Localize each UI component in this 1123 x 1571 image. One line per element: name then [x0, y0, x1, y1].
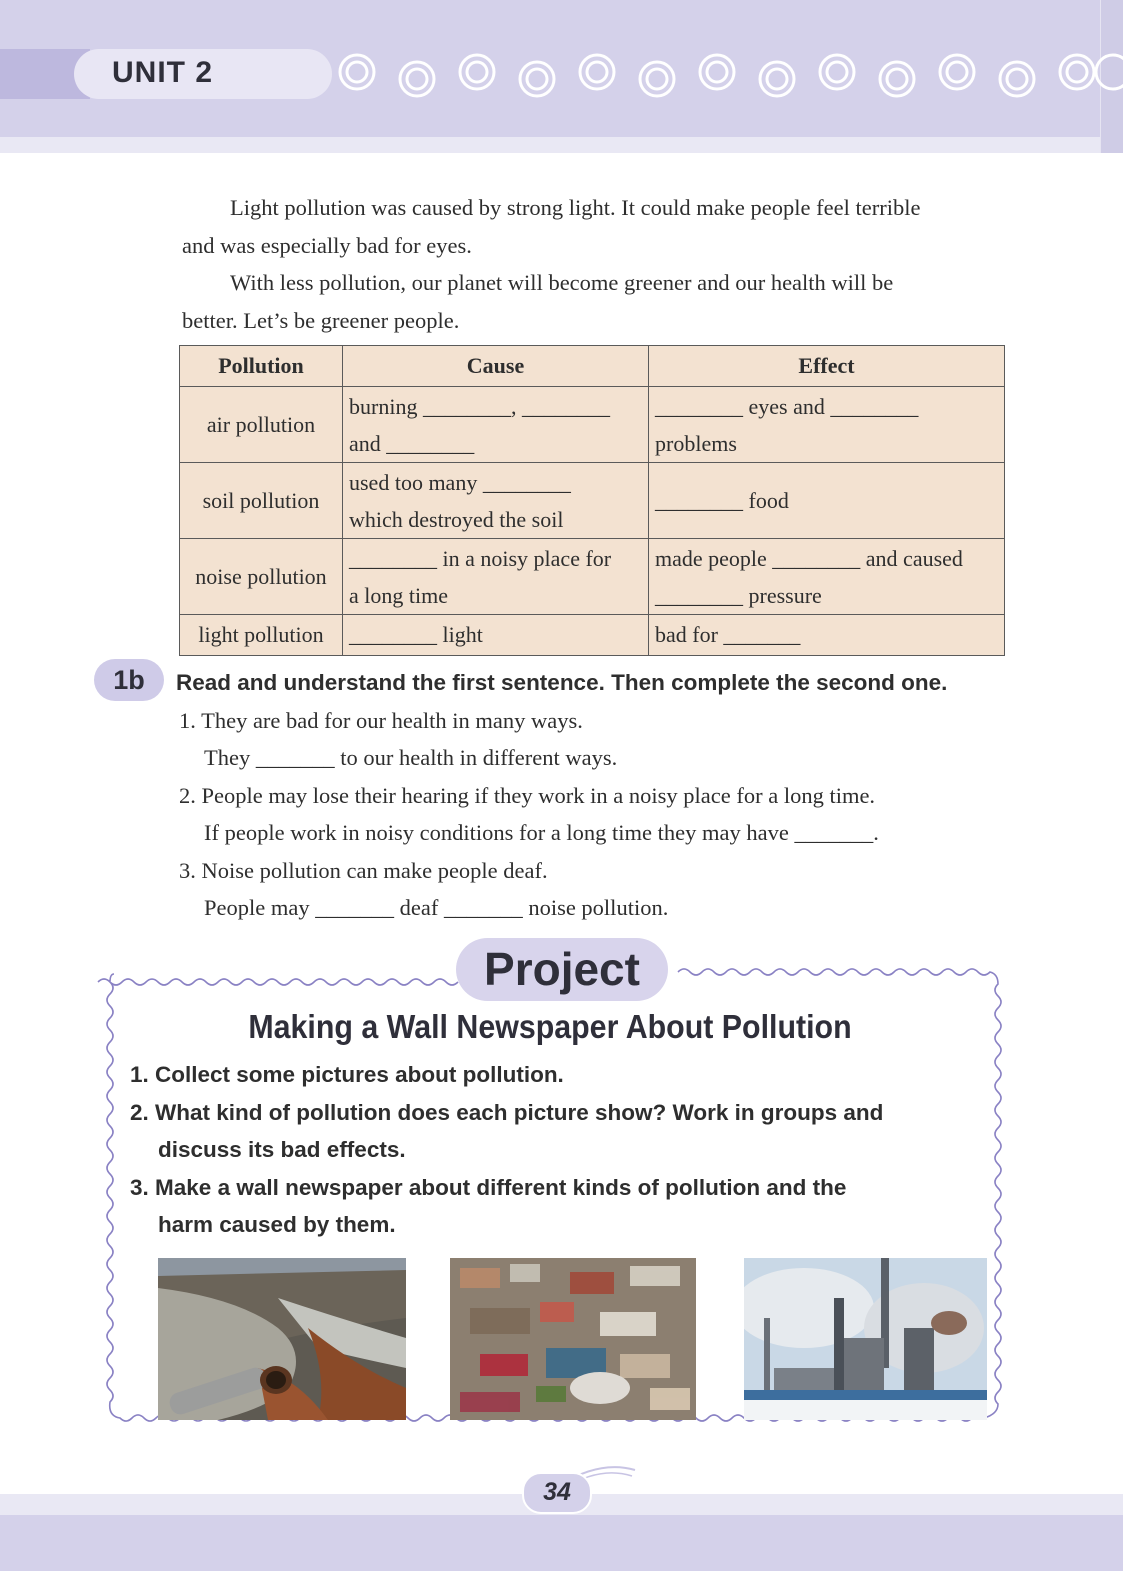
ring-icon	[760, 62, 794, 96]
ring-icon	[1096, 55, 1123, 89]
step-number: 1.	[130, 1062, 149, 1087]
reading-text: and was especially bad for eyes.	[182, 232, 472, 258]
effect-line: bad for _______	[655, 622, 801, 647]
project-step-2-cont: discuss its bad effects.	[158, 1137, 406, 1162]
exercise-instruction: Read and understand the first sentence. Then complete the second one.	[176, 670, 948, 695]
column-header: Pollution	[180, 346, 343, 387]
effect-cell[interactable]	[649, 539, 1005, 615]
cause-line: which destroyed the soil	[349, 506, 564, 532]
water-pollution-photo	[158, 1258, 406, 1420]
pollution-cell: noise pollution	[180, 539, 343, 615]
reading-text: Light pollution was caused by strong light. It could make people feel terrible	[230, 195, 921, 220]
header-stripe	[0, 137, 1123, 153]
cause-cell[interactable]	[343, 387, 649, 463]
effect-line: ________ pressure	[655, 582, 822, 608]
reading-text: With less pollution, our planet will become greener and our health will be	[230, 270, 894, 295]
cause-line: a long time	[349, 582, 448, 608]
effect-cell[interactable]	[649, 463, 1005, 539]
cause-cell[interactable]	[343, 539, 649, 615]
project-step-1	[130, 1062, 564, 1088]
project-heading: Making a Wall Newspaper About Pollution	[248, 1008, 852, 1045]
ring-icon	[460, 55, 494, 89]
ring-icon	[940, 55, 974, 89]
cause-line: ________ light	[349, 622, 483, 647]
ring-icon	[700, 55, 734, 89]
table-row	[180, 615, 1005, 656]
pollution-cell: air pollution	[180, 387, 343, 463]
exercise-item-second[interactable]: They _______ to our health in different ways.	[204, 745, 618, 770]
garbage-pollution-photo	[450, 1258, 696, 1420]
effect-cell[interactable]	[649, 387, 1005, 463]
ring-icon	[820, 55, 854, 89]
ring-icon	[400, 62, 434, 96]
project-step-3	[130, 1175, 846, 1201]
reading-paragraph-1	[182, 189, 1006, 264]
exercise-item-first: 3. Noise pollution can make people deaf.	[179, 858, 548, 883]
reading-text: better. Let’s be greener people.	[182, 307, 460, 333]
reading-paragraph-2	[182, 264, 1006, 339]
project-step-3-cont: harm caused by them.	[158, 1212, 396, 1237]
pollution-cell: soil pollution	[180, 463, 343, 539]
pollution-table	[179, 345, 1005, 656]
effect-line: made people ________ and caused	[655, 545, 963, 571]
ring-icon	[340, 55, 374, 89]
footer-band	[0, 1515, 1123, 1571]
exercise-item-first: 1. They are bad for our health in many ways.	[179, 708, 583, 733]
step-text: What kind of pollution does each picture show? Work in groups and	[155, 1100, 884, 1125]
effect-line: problems	[655, 430, 737, 456]
cause-line: burning ________, ________	[349, 393, 610, 419]
project-step-2	[130, 1100, 883, 1126]
exercise-item-second[interactable]: If people work in noisy conditions for a long time they may have _______.	[204, 820, 879, 845]
step-number: 3.	[130, 1175, 149, 1200]
decorative-rings	[338, 52, 1123, 107]
effect-cell[interactable]	[649, 615, 1005, 656]
column-header: Cause	[343, 346, 649, 387]
air-pollution-photo	[744, 1258, 987, 1420]
step-text: Collect some pictures about pollution.	[155, 1062, 564, 1087]
cause-line: ________ in a noisy place for	[349, 545, 612, 571]
table-row	[180, 539, 1005, 615]
exercise-item-second[interactable]: People may _______ deaf _______ noise pollution.	[204, 895, 669, 920]
table-header-row	[180, 346, 1005, 387]
ring-icon	[520, 62, 554, 96]
ring-icon	[1000, 62, 1034, 96]
table-row	[180, 387, 1005, 463]
step-number: 2.	[130, 1100, 149, 1125]
cause-cell[interactable]	[343, 615, 649, 656]
cause-line: and ________	[349, 430, 475, 456]
pollution-cell: light pollution	[180, 615, 343, 656]
project-title: Project	[484, 943, 640, 995]
step-text: Make a wall newspaper about different kinds of pollution and the	[155, 1175, 847, 1200]
effect-line: ________ eyes and ________	[655, 393, 919, 419]
ring-icon	[580, 55, 614, 89]
cause-cell[interactable]	[343, 463, 649, 539]
page-number: 34	[543, 1478, 571, 1506]
exercise-item-first: 2. People may lose their hearing if they work in a noisy place for a long time.	[179, 783, 876, 808]
column-header: Effect	[649, 346, 1005, 387]
exercise-badge: 1b	[94, 659, 164, 701]
ring-icon	[1060, 55, 1094, 89]
cause-line: used too many ________	[349, 469, 571, 495]
ring-icon	[880, 62, 914, 96]
ring-icon	[640, 62, 674, 96]
table-row	[180, 463, 1005, 539]
unit-title: UNIT 2	[112, 56, 214, 89]
effect-line: ________ food	[655, 488, 789, 513]
